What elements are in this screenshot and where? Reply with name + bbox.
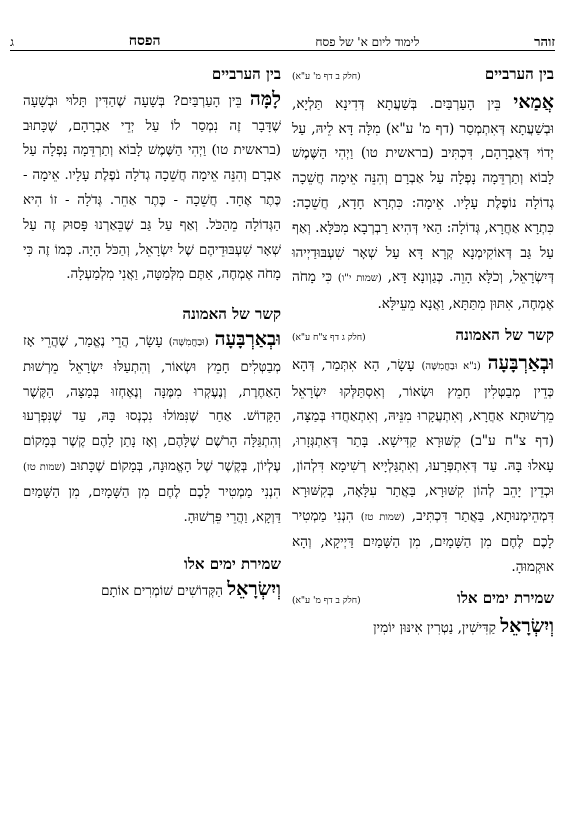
section-title: קשר של האמונה — [455, 325, 554, 344]
header-pesach: הפסח — [128, 33, 161, 49]
paragraph-tail: הִנְנִי מַמְטִיר לָכֶם לֶחֶם מִן הַשָּׁמָיִם, מִן הַשָּׁמַיִם דַּיְיקָא, וְהָא אוּקְמוּהָ. — [292, 507, 554, 576]
lead-word: וְיִשְׂרָאֵל — [227, 578, 281, 601]
section-heading — [23, 62, 281, 87]
paragraph-text: עָשָׂר, הָא אִתְּמַר, דְּהָא כְּדֵין מְבַטְּלִין חָמֵץ וּשְׂאוֹר, וְאִסְתַּלְּקוּ יִשְׂרָאֵל מֵרְשׁוּתָא אַחֲרָא, וְאִתְעֲקָרוּ מִנֵּיהּ, וְאִתְאַחֲדוּ בְּמַצָּה, (דף צ"ח ע"ב) קִשּׁוּרָא קַדִּישָׁא. בָּתַר דְּאִתְגְּזָרוּ, עָאלוּ בָּהּ. עַד דְּאִתְפְּרָעוּ, וְאִתְגַּלְיָיא רְשִׁימָא דִּלְהוֹן, וּכְדֵין יָהֵב לְהוֹן קִשּׁוּרָא, בַּאֲתַר עִלָּאָה, בְּקִשּׁוּרָא דִּמְהֵימְנוּתָא, בַּאֲתַר דִּכְתִּיב, — [292, 356, 554, 524]
citation: (שמות טז) — [360, 511, 405, 523]
section-title: בין הערביים — [484, 65, 554, 83]
variant-note: (וּבַחֲמִשָּׁה) — [168, 336, 209, 348]
citation: (שמות י"ו) — [337, 273, 382, 285]
paragraph — [23, 87, 281, 288]
paragraph-tail: כִּי מָחֹה אֶמְחֶה, אִתּוּן מִתַּתָּא, וַאֲנָא מֵעֵילָּא. — [292, 269, 554, 313]
paragraph-text: הַקְּדוֹשִׁים שׁוֹמְרִים אוֹתָם — [101, 584, 224, 600]
section-title: שמירת ימים אלו — [183, 555, 281, 574]
paragraph-text: עָשָׂר, הֲרֵי נֶאֱמַר, שֶׁהֲרֵי אָז מְבַטְּלִים חָמֵץ וּשְׂאוֹר, וְהִתְעַלּוּ יִשְׂרָאֵל מֵרְשׁוּת הָאַחֶרֶת, וְנֶעֶקְרוּ מִמֶּנָּה וְנֶאֶחְזוּ בְּמַצָּה, הַקֶּשֶׁר הַקָּדוֹשׁ. אַחַר שֶׁנִּמּוֹלוּ נִכְנְסוּ בָּהּ, עַד שֶׁנִּפְרְעוּ וְהִתְגַּלָּה הָרֹשֶׁם שֶׁלָּהֶם, וְאָז נָתַן לָהֶם קֶשֶׁר בְּמָקוֹם עֶלְיוֹן, בְּקֶשֶׁר שֶׁל הָאֱמוּנָה, בְּמָקוֹם שֶׁכָּתוּב — [23, 333, 281, 474]
lead-word: וּבְאַרְבָּעָה — [214, 327, 281, 350]
section-title: קשר של האמונה — [182, 305, 281, 324]
header-zohar: זוהר — [534, 35, 555, 50]
paragraph — [292, 614, 554, 641]
lead-word: וְיִשְׂרָאֵל — [500, 614, 554, 637]
paragraph-tail: הִנְנִי מַמְטִיר לָכֶם לֶחֶם מִן הַשָּׁמָיִם, מִן הַשָּׁמַיִם דַּוְקָא, וַהֲרֵי פֵּרְשׁוּהָ. — [23, 484, 281, 525]
section-heading — [23, 302, 281, 327]
section-heading — [292, 323, 554, 351]
lead-word: אֲמַאי — [513, 90, 554, 113]
paragraph-text: בֵּין הָעַרְבַּיִם? בְּשָׁעָה שֶׁהַדִּין תָּלוּי וּבְשָׁעָה שֶׁדָּבָר זֶה נִמְסַר לוֹ עַל יְדֵי אַבְרָהָם, שֶׁכָּתוּב (בראשית טו) וַיְהִי הַשֶּׁמֶשׁ לָבוֹא וְתַרְדֵּמָה נָפְלָה עַל אַבְרָם וְהִנֵּה אֵימָה חֲשֵׁכָה גְדֹלָה נֹפֶלֶת עָלָיו. אֵימָה - כֶּתֶר אֶחָד. חֲשֵׁכָה - כֶּתֶר אַחֵר. גְּדֹלָה - זוֹ הִיא הַגְּדוֹלָה מֵהַכֹּל. וְאַף עַל גַּב שֶׁבֵּאַרְנוּ פָּסוּק זֶה עַל שְׁאָר שִׁעְבּוּדֵיהֶם שֶׁל יִשְׂרָאֵל, וְהַכֹּל הָיָה. כְּמוֹ זֶה כִּי מָחֹה אֶמְחֶה, אַתֶּם מִלְּמַטָּה, וַאֲנִי מִלְמַעְלָה. — [23, 93, 281, 283]
paragraph — [292, 351, 554, 580]
paragraph — [23, 327, 281, 530]
section-ref: (חלק ב דף מ' ע"א) — [292, 595, 361, 606]
lead-word: לָמָּה — [249, 87, 281, 110]
aramaic-column — [292, 62, 554, 647]
header-study-day: לימוד ליום א' של פסח — [315, 35, 420, 49]
paragraph — [292, 90, 554, 317]
section-heading — [23, 552, 281, 577]
section-ref: (חלק ג דף צ"ח ע"א) — [292, 332, 366, 343]
section-title: שמירת ימים אלו — [456, 588, 554, 607]
citation: (שמות טז) — [23, 461, 66, 473]
section-title: בין הערביים — [211, 65, 281, 83]
paragraph-text: בֵּין הָעַרְבַּיִם. בְּשַׁעֲתָא דְּדִינָא תַּלְיָא, וּבְשַׁעֲתָא דְּאִתְמְסַר (דף מ' ע"א) מִלָּה דָּא לֵיהּ, עַל יְדוֹי דְּאַבְרָהָם, דִּכְתִּיב (בראשית טו) וַיְהִי הַשֶּׁמֶשׁ לָבוֹא וְתַרְדֵּמָה נָפְלָה עַל אַבְרָם וְהִנֵּה אֵימָה חֲשֵׁכָה גְדוֹלָה נוֹפֶלֶת עָלָיו. אֵימָה: כִּתְרָא חָדָא, חֲשֵׁכָה: כִּתְרָא אַחֲרָא, גְּדוֹלָה: הַאי דְּהִיא רַבְרְבָא מִכֹּלָּא. וְאַף עַל גַּב דְּאוֹקִימְנָא קְרָא דָּא עַל שְׁאָר שִׁעְבּוּדַיְיהוּ דְּיִשְׂרָאֵל, וְכֹלָּא הָוֵה. כְּגַוְונָא דָּא, — [292, 95, 554, 286]
paragraph — [23, 577, 281, 605]
section-ref: (חלק ב דף מ' ע"א) — [292, 72, 361, 82]
header-page-number: ג — [10, 35, 14, 49]
page-header — [10, 30, 555, 51]
section-heading — [292, 586, 554, 614]
section-heading — [292, 62, 554, 90]
variant-note: (נ"א וּבַחֲמִשָּׁה) — [421, 360, 481, 372]
hebrew-column — [23, 62, 281, 611]
lead-word: וּבְאַרְבָּעָה — [487, 351, 555, 374]
paragraph-text: קַדִּישִׁין, נַטְרִין אִינּוּן יוֹמִין — [373, 619, 496, 636]
